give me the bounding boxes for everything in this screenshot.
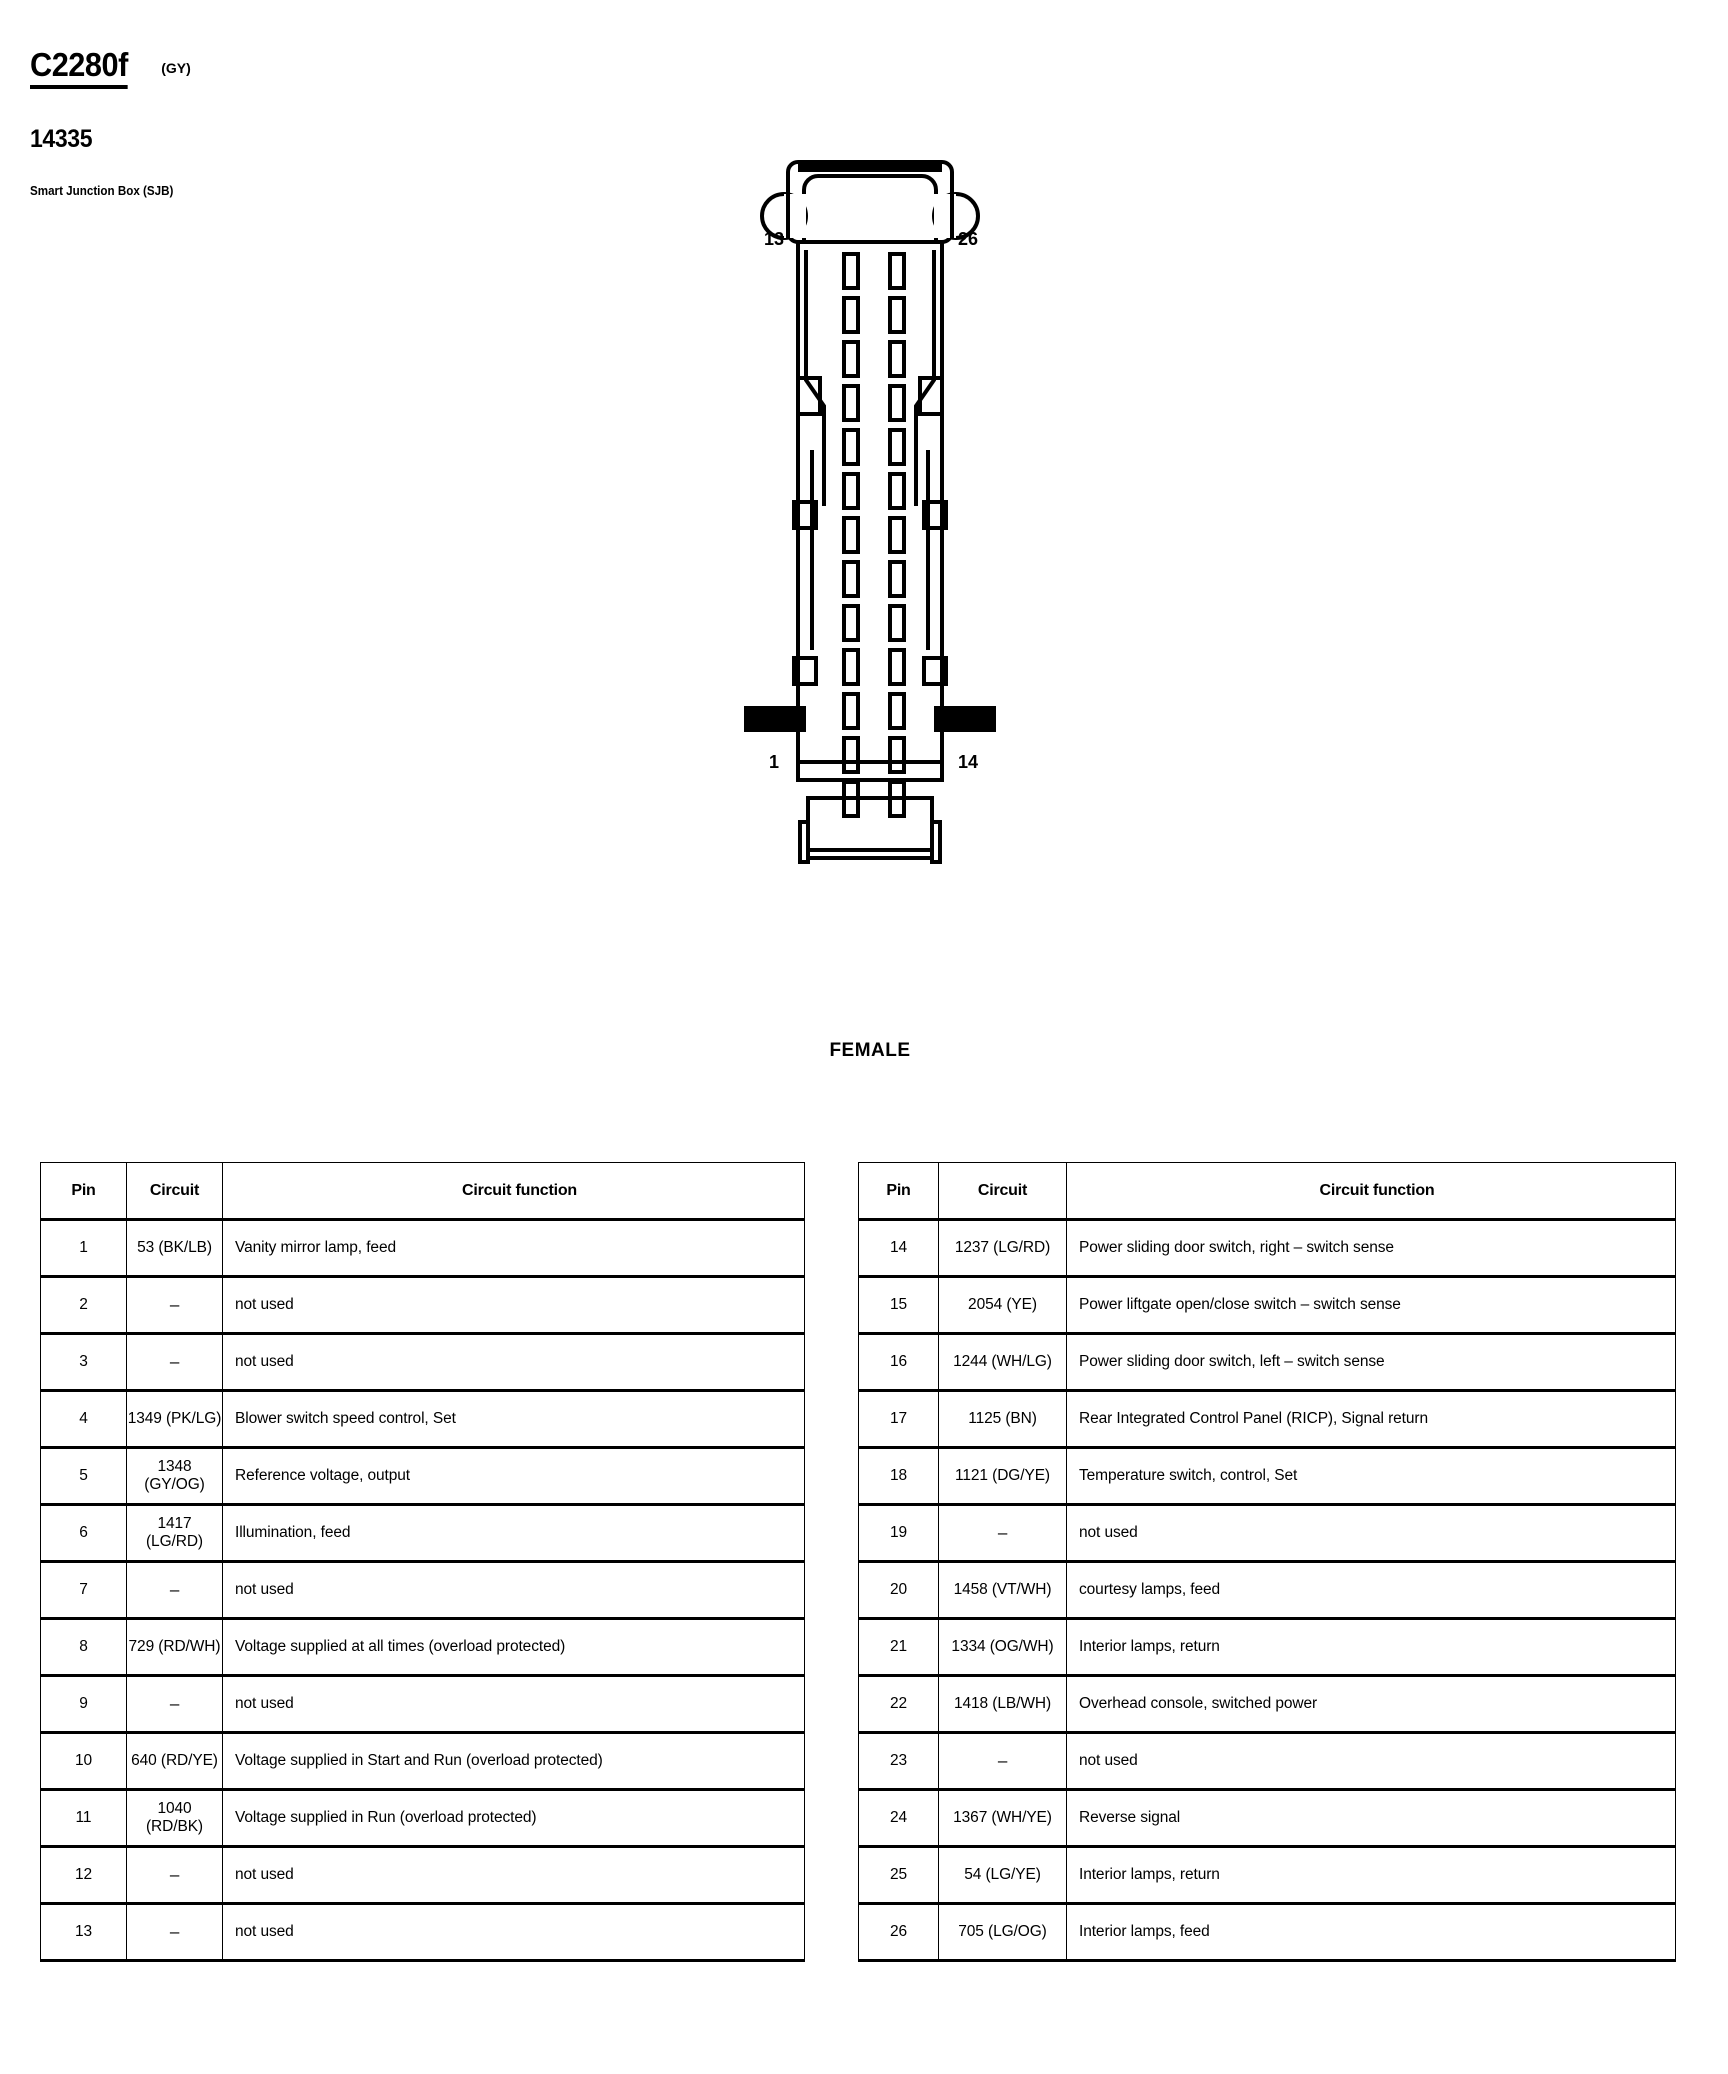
cell-pin: 15 xyxy=(859,1277,939,1334)
component-name: Smart Junction Box (SJB) xyxy=(30,184,174,198)
cell-circuit-function: not used xyxy=(223,1676,805,1733)
cell-circuit-function: Voltage supplied in Run (overload protected) xyxy=(223,1790,805,1847)
column-header-pin: Pin xyxy=(859,1163,939,1220)
cell-pin: 9 xyxy=(41,1676,127,1733)
table-row xyxy=(859,1562,1676,1619)
cell-pin: 4 xyxy=(41,1391,127,1448)
cell-circuit: – xyxy=(127,1562,223,1619)
connector-id: C2280f xyxy=(30,48,128,89)
cell-circuit: 1348 (GY/OG) xyxy=(127,1448,223,1505)
pin-table-left-head xyxy=(41,1163,805,1220)
cell-pin: 26 xyxy=(859,1904,939,1961)
cell-circuit: 1040 (RD/BK) xyxy=(127,1790,223,1847)
table-row xyxy=(859,1448,1676,1505)
cell-circuit-function: Reverse signal xyxy=(1067,1790,1676,1847)
table-row xyxy=(859,1619,1676,1676)
cell-circuit-function: Temperature switch, control, Set xyxy=(1067,1448,1676,1505)
pin-table-right xyxy=(858,1162,1676,1962)
table-row xyxy=(859,1334,1676,1391)
cell-pin: 8 xyxy=(41,1619,127,1676)
cell-pin: 3 xyxy=(41,1334,127,1391)
cell-circuit-function: Interior lamps, return xyxy=(1067,1847,1676,1904)
cell-circuit: 1244 (WH/LG) xyxy=(939,1334,1067,1391)
column-header-function: Circuit function xyxy=(223,1163,805,1220)
table-row xyxy=(41,1334,805,1391)
column-header-circuit: Circuit xyxy=(939,1163,1067,1220)
connector-top-bar xyxy=(798,162,942,172)
cell-circuit: 1334 (OG/WH) xyxy=(939,1619,1067,1676)
pin-marker-bottom-left: 1 xyxy=(768,752,780,772)
cell-circuit-function: Vanity mirror lamp, feed xyxy=(223,1220,805,1277)
cell-pin: 23 xyxy=(859,1733,939,1790)
connector-header xyxy=(30,48,191,200)
cell-circuit: – xyxy=(127,1676,223,1733)
pin-cavity-slots xyxy=(844,254,904,816)
cell-pin: 5 xyxy=(41,1448,127,1505)
cell-circuit-function: not used xyxy=(223,1334,805,1391)
cell-circuit-function: Voltage supplied at all times (overload protected) xyxy=(223,1619,805,1676)
cell-pin: 18 xyxy=(859,1448,939,1505)
cell-pin: 6 xyxy=(41,1505,127,1562)
connector-latch-block xyxy=(804,176,936,242)
connector-id-row xyxy=(30,48,191,89)
cell-circuit-function: Interior lamps, feed xyxy=(1067,1904,1676,1961)
connector-color-code: (GY) xyxy=(161,60,191,76)
connector-svg xyxy=(740,150,1000,940)
cell-circuit: – xyxy=(127,1277,223,1334)
table-row xyxy=(859,1676,1676,1733)
table-row xyxy=(859,1733,1676,1790)
pin-marker-top-left: 13 xyxy=(763,229,785,249)
table-row xyxy=(859,1847,1676,1904)
cell-pin: 22 xyxy=(859,1676,939,1733)
cell-circuit-function: not used xyxy=(1067,1505,1676,1562)
column-header-function: Circuit function xyxy=(1067,1163,1676,1220)
cell-pin: 25 xyxy=(859,1847,939,1904)
cell-circuit: 2054 (YE) xyxy=(939,1277,1067,1334)
cell-circuit-function: not used xyxy=(223,1847,805,1904)
cell-circuit-function: Power liftgate open/close switch – switch sense xyxy=(1067,1277,1676,1334)
cell-circuit: 1237 (LG/RD) xyxy=(939,1220,1067,1277)
cell-circuit-function: Blower switch speed control, Set xyxy=(223,1391,805,1448)
column-header-pin: Pin xyxy=(41,1163,127,1220)
cell-circuit-function: not used xyxy=(1067,1733,1676,1790)
cell-pin: 21 xyxy=(859,1619,939,1676)
table-row xyxy=(41,1220,805,1277)
table-row xyxy=(41,1676,805,1733)
table-row xyxy=(859,1904,1676,1961)
cell-circuit-function: Interior lamps, return xyxy=(1067,1619,1676,1676)
cell-circuit-function: not used xyxy=(223,1277,805,1334)
cell-pin: 19 xyxy=(859,1505,939,1562)
part-number: 14335 xyxy=(30,125,93,153)
connector-diagram xyxy=(740,150,1000,940)
pin-marker-top-right: 26 xyxy=(957,229,979,249)
cell-circuit-function: not used xyxy=(223,1904,805,1961)
cell-circuit-function: Power sliding door switch, left – switch sense xyxy=(1067,1334,1676,1391)
cell-circuit: 705 (LG/OG) xyxy=(939,1904,1067,1961)
connector-lower-body xyxy=(798,762,942,780)
cell-circuit: 640 (RD/YE) xyxy=(127,1733,223,1790)
cell-pin: 24 xyxy=(859,1790,939,1847)
cell-pin: 10 xyxy=(41,1733,127,1790)
table-row xyxy=(859,1220,1676,1277)
table-row xyxy=(859,1505,1676,1562)
cell-circuit-function: Voltage supplied in Start and Run (overload protected) xyxy=(223,1733,805,1790)
cell-circuit: 53 (BK/LB) xyxy=(127,1220,223,1277)
cell-circuit-function: not used xyxy=(223,1562,805,1619)
cell-circuit: – xyxy=(939,1733,1067,1790)
table-header-row xyxy=(859,1163,1676,1220)
cell-circuit: 1418 (LB/WH) xyxy=(939,1676,1067,1733)
table-row xyxy=(41,1277,805,1334)
table-row xyxy=(41,1733,805,1790)
pin-marker-bottom-right: 14 xyxy=(957,752,979,772)
connector-rear-right-clip xyxy=(932,822,940,862)
table-header-row xyxy=(41,1163,805,1220)
cell-pin: 16 xyxy=(859,1334,939,1391)
cell-circuit: 729 (RD/WH) xyxy=(127,1619,223,1676)
cell-pin: 2 xyxy=(41,1277,127,1334)
pin-table-right-head xyxy=(859,1163,1676,1220)
table-row xyxy=(41,1790,805,1847)
cell-circuit: – xyxy=(939,1505,1067,1562)
table-row xyxy=(41,1847,805,1904)
cell-circuit-function: courtesy lamps, feed xyxy=(1067,1562,1676,1619)
cell-pin: 13 xyxy=(41,1904,127,1961)
pin-table-left-body xyxy=(41,1220,805,1961)
cell-circuit: 1125 (BN) xyxy=(939,1391,1067,1448)
cell-pin: 11 xyxy=(41,1790,127,1847)
table-row xyxy=(859,1790,1676,1847)
pin-table-right-body xyxy=(859,1220,1676,1961)
cell-circuit-function: Power sliding door switch, right – switch sense xyxy=(1067,1220,1676,1277)
table-row xyxy=(859,1391,1676,1448)
cell-circuit: – xyxy=(127,1847,223,1904)
cell-circuit: 54 (LG/YE) xyxy=(939,1847,1067,1904)
table-row xyxy=(41,1562,805,1619)
table-row xyxy=(41,1505,805,1562)
cell-circuit: 1367 (WH/YE) xyxy=(939,1790,1067,1847)
column-header-circuit: Circuit xyxy=(127,1163,223,1220)
cell-circuit: 1417 (LG/RD) xyxy=(127,1505,223,1562)
table-row xyxy=(41,1619,805,1676)
connector-right-wing xyxy=(936,708,994,730)
connector-rear-left-clip xyxy=(800,822,808,862)
table-row xyxy=(41,1448,805,1505)
cell-circuit-function: Reference voltage, output xyxy=(223,1448,805,1505)
cell-circuit-function: Rear Integrated Control Panel (RICP), Signal return xyxy=(1067,1391,1676,1448)
connector-left-wing xyxy=(746,708,804,730)
cell-circuit: 1458 (VT/WH) xyxy=(939,1562,1067,1619)
table-row xyxy=(859,1277,1676,1334)
cell-circuit: – xyxy=(127,1334,223,1391)
cell-circuit-function: Illumination, feed xyxy=(223,1505,805,1562)
cell-pin: 17 xyxy=(859,1391,939,1448)
cell-pin: 20 xyxy=(859,1562,939,1619)
connector-gender-label: FEMALE xyxy=(829,1040,911,1061)
cell-circuit: 1349 (PK/LG) xyxy=(127,1391,223,1448)
table-row xyxy=(41,1391,805,1448)
cell-pin: 1 xyxy=(41,1220,127,1277)
table-row xyxy=(41,1904,805,1961)
cell-circuit-function: Overhead console, switched power xyxy=(1067,1676,1676,1733)
cell-pin: 14 xyxy=(859,1220,939,1277)
cell-circuit: 1121 (DG/YE) xyxy=(939,1448,1067,1505)
pin-table-left xyxy=(40,1162,805,1962)
connector-body-outline xyxy=(798,242,942,762)
cell-pin: 12 xyxy=(41,1847,127,1904)
cell-pin: 7 xyxy=(41,1562,127,1619)
cell-circuit: – xyxy=(127,1904,223,1961)
